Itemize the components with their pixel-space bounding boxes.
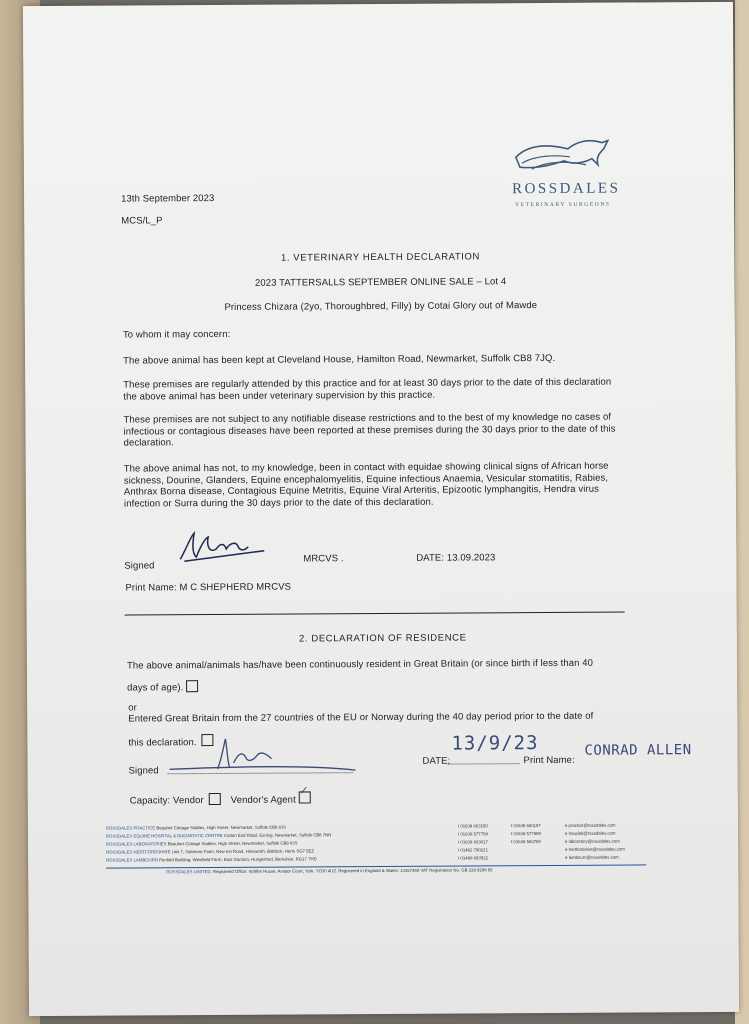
footer-row-practice: ROSSDALES PRACTICE Beaufort Cottage Stables, High Street, Newmarket, Suffolk CB8 8JS t 01638 663150 f 01638 660157 e practice@rossdales.com: [105, 822, 616, 831]
or-label: or: [128, 702, 137, 714]
signed-label-2: Signed: [128, 765, 159, 777]
sale-title: 2023 TATTERSALLS SEPTEMBER ONLINE SALE – Lot 4: [254, 276, 507, 289]
footer-row-lambourn: ROSSDALES LAMBOURN Penfold Building, Westfield Farm, East Garston, Hungerford, Berkshire, RG17 7HD t 01488 683522 e lambourn@rossdales.com: [106, 854, 619, 863]
section2-title: 2. DECLARATION OF RESIDENCE: [298, 632, 467, 645]
vet-signature: [178, 529, 268, 564]
mrcvs-label: MRCVS .: [303, 553, 344, 565]
agent-date-label: DATE:: [422, 755, 451, 767]
paragraph-diseases: The above animal has not, to my knowledge, been in contact with equidae showing clinical signs of African horse sickness, Dourine, Glanders, Equine encephalomyelitis, Equine infectious Anaemia, Vesicular stomatitis, Rabies, Anthrax Borna disease, Contagious Equine Metritis, Equine Viral Arteritis, Epizootic lymphangitis, Hendra virus infection or Surra during the 30 days prior to the date of this declaration.: [123, 460, 609, 510]
document-page: [23, 2, 739, 1016]
footer-contacts: [106, 822, 656, 865]
logo-subtitle: VETERINARY SURGEONS: [515, 201, 611, 209]
agent-print-name-value: CONRAD ALLEN: [584, 742, 692, 759]
vet-date: DATE: 13.09.2023: [416, 552, 496, 564]
date-line: [448, 763, 520, 764]
capacity-label: Capacity: Vendor: [129, 795, 204, 807]
paragraph-attendance: These premises are regularly attended by this practice and for at least 30 days prior to the date of this declaration the above animal has been under veterinary supervision by this practice.: [123, 376, 612, 403]
agent-signature: [167, 728, 357, 775]
horse-description: Princess Chizara (2yo, Thoroughbred, Filly) by Cotai Glory out of Mawde: [224, 300, 538, 313]
residence-line3: Entered Great Britain from the 27 countries of the EU or Norway during the 40 day period prior to the date of: [128, 710, 594, 725]
residence-line1: The above animal/animals has/have been continuously resident in Great Britain (or since birth if less than 40: [126, 657, 594, 672]
signed-label: Signed: [124, 560, 155, 572]
residence-line4: this declaration.: [128, 737, 197, 749]
vendors-agent-checkmark-icon: ✓: [299, 783, 308, 799]
horse-logo-icon: [512, 135, 612, 180]
reference: MCS/L_P: [121, 215, 163, 227]
section-divider: [125, 612, 625, 616]
vet-print-name: Print Name: M C SHEPHERD MRCVS: [125, 581, 292, 594]
resident-checkbox[interactable]: [186, 680, 198, 692]
logo-wordmark: ROSSDALES: [512, 180, 621, 198]
vendors-agent-label: Vendor's Agent: [230, 794, 296, 806]
letter-date: 13th September 2023: [121, 193, 215, 205]
paragraph-premises: The above animal has been kept at Cleveland House, Hamilton Road, Newmarket, Suffolk CB8 7JQ.: [123, 352, 556, 367]
footer-row-hospital: ROSSDALES EQUINE HOSPITAL & DIAGNOSTIC CENTRE Cotton End Road, Exning, Newmarket, Suffolk CB8 7NN t 01638 577754 f 01638 577989 e hospital@rossdales.com: [105, 830, 616, 839]
footer-row-laboratories: ROSSDALES LABORATORIES Beaufort Cottage Stables, High Street, Newmarket, Suffolk CB8 8JS t 01638 663017 f 01638 560780 e laboratory@rossdales.com: [106, 838, 620, 847]
footer-registered: ROSSDALES LIMITED. Registered Office: Spitfire House, Aviator Court, York, YO30 4UZ. Registered in England & Wales: 13167468 VAT Registration No. GB 228 9288 65: [166, 867, 493, 875]
paragraph-restrictions: These premises are not subject to any notifiable disease restrictions and to the best of my knowledge no cases of infectious or contagious diseases have been reported at these premises during the 30 days prior to the date of this declaration.: [123, 411, 616, 449]
agent-date-value: 13/9/23: [451, 732, 539, 755]
agent-print-name-label: Print Name:: [523, 754, 575, 767]
section1-title: 1. VETERINARY HEALTH DECLARATION: [280, 251, 481, 264]
vendor-checkbox[interactable]: [209, 793, 221, 805]
footer-row-hertfordshire: ROSSDALES HERTFORDSHIRE Unit 7, Saltmore Farm, New Inn Road, Hinxworth, Baldock, Herts SG7 5EZ t 01462 790221 e hertfordshire@rossdales.com: [106, 846, 625, 855]
residence-line2: days of age).: [127, 682, 184, 694]
salutation: To whom it may concern:: [122, 328, 231, 341]
